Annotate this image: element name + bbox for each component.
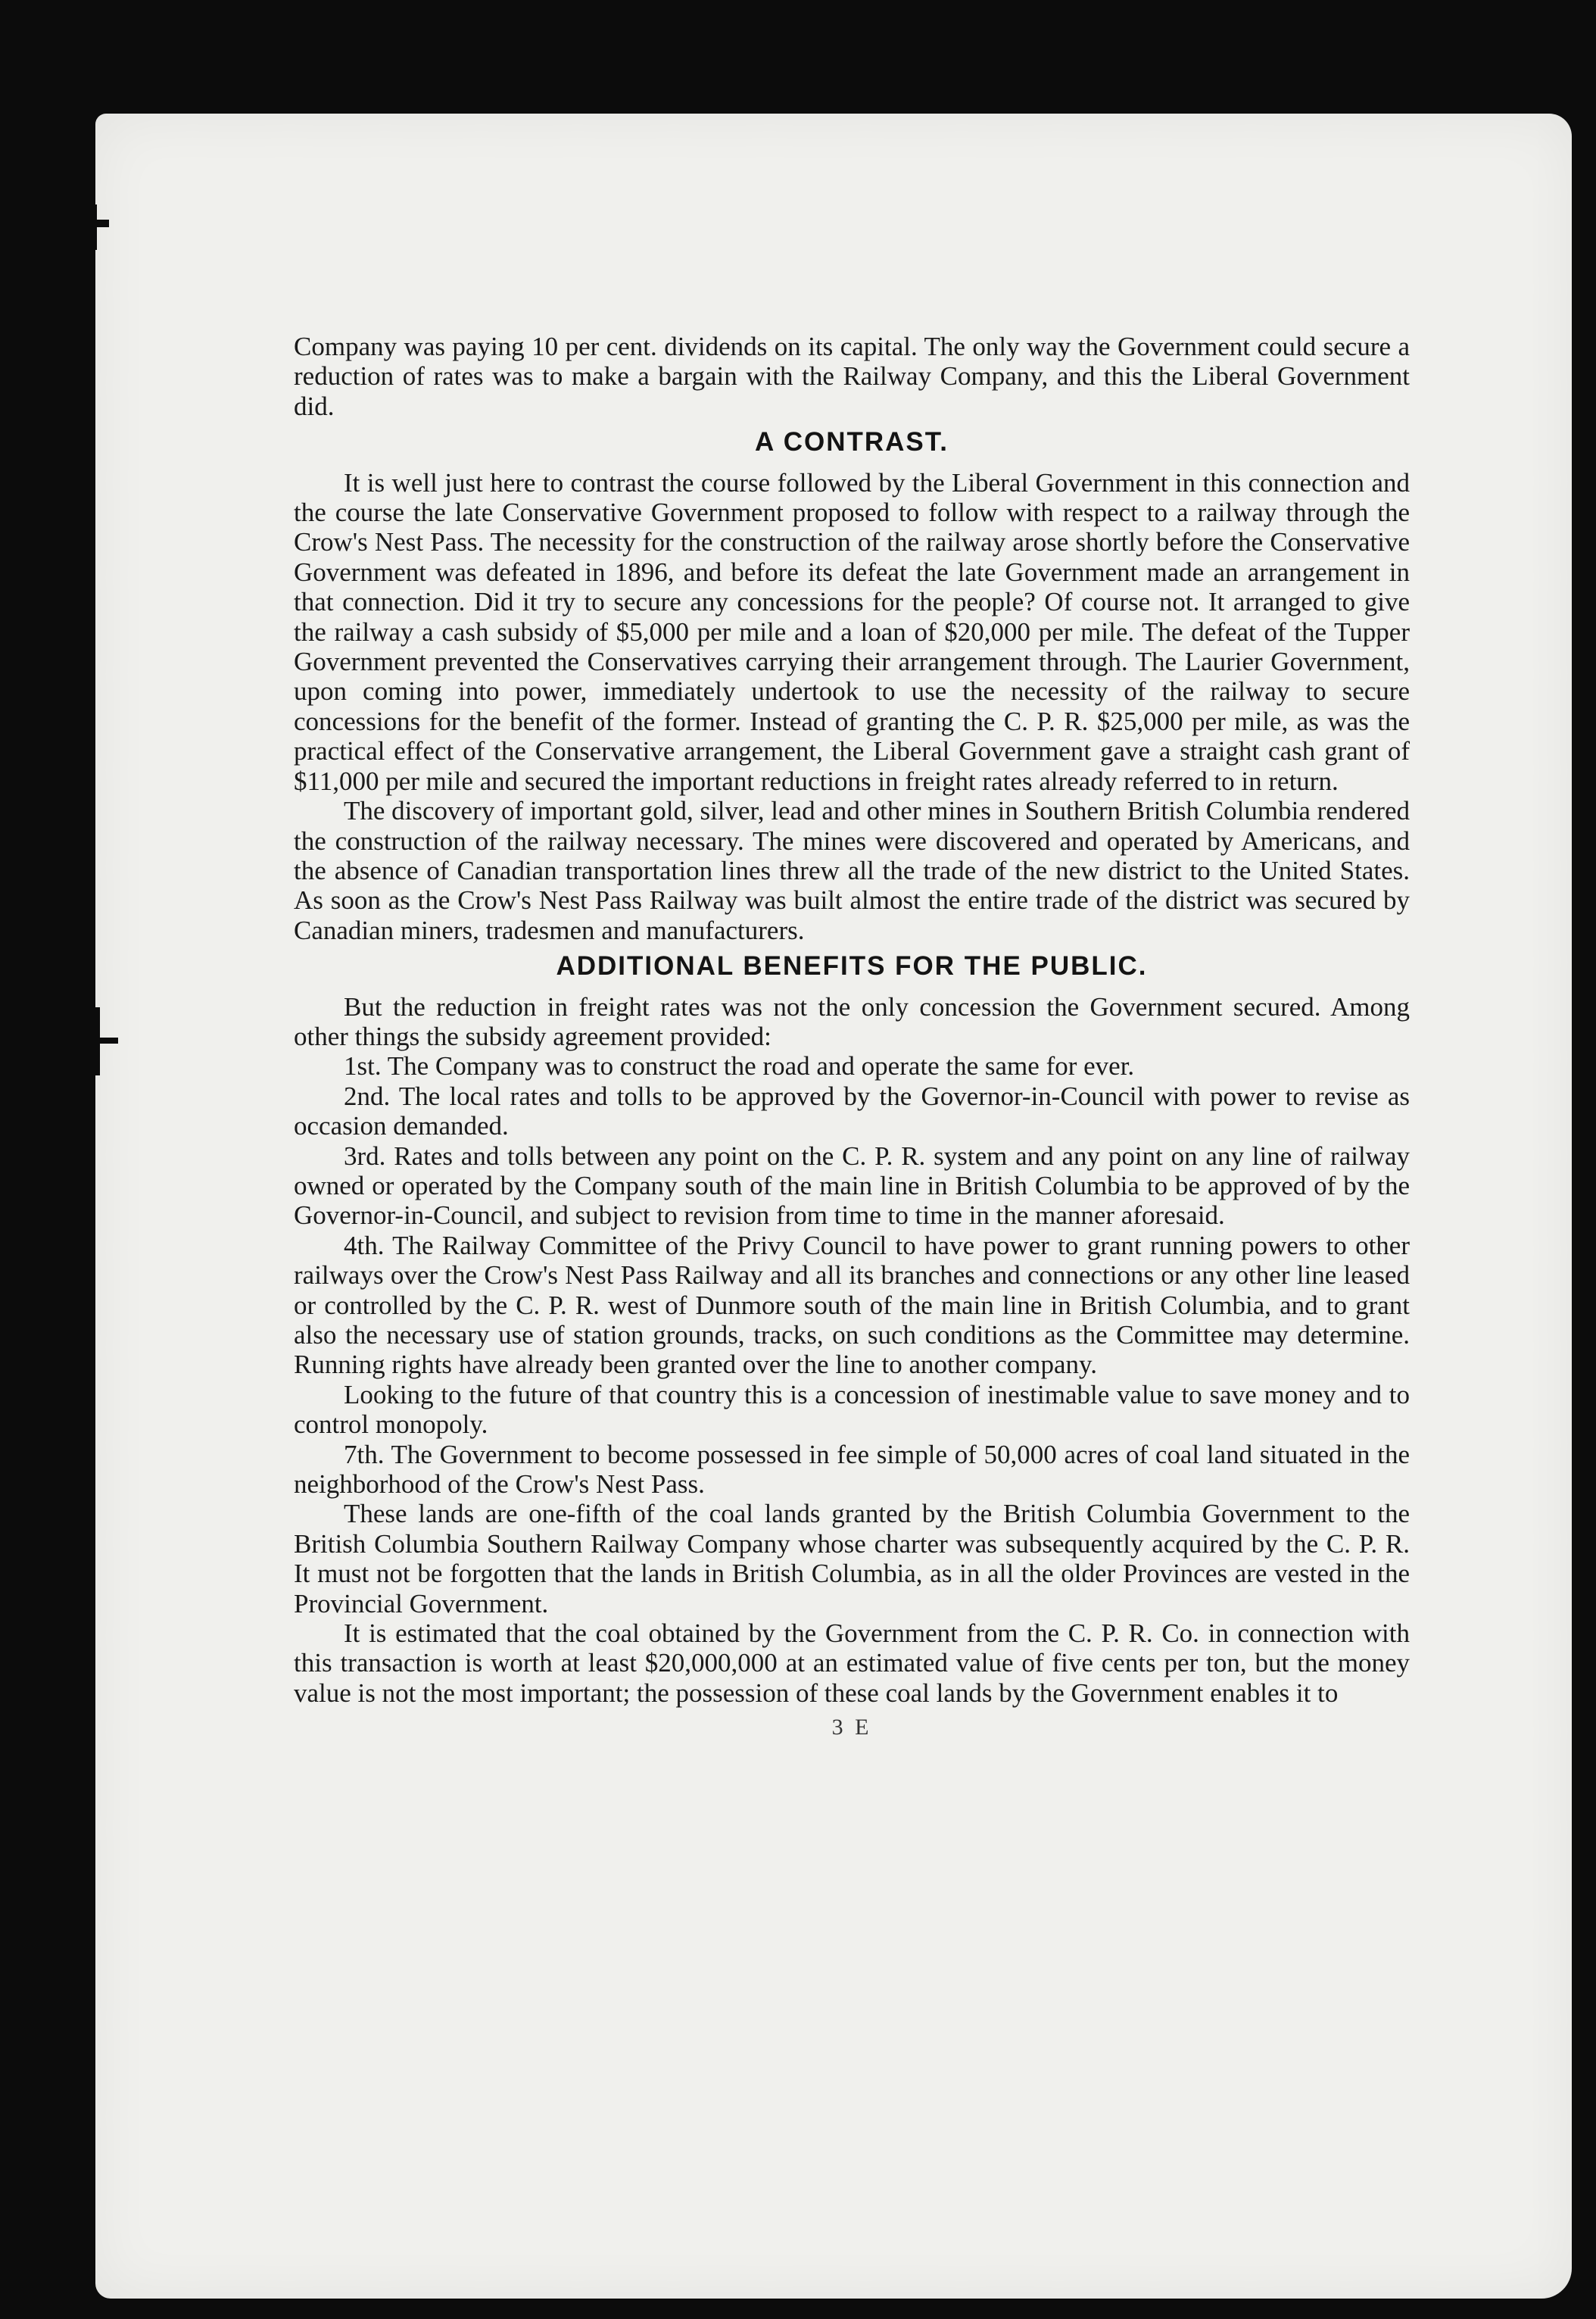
paragraph: It is well just here to contrast the course followed by the Liberal Government in this connection and the course the late Conservative Government proposed to follow with respect to a railway through the Crow's Nest Pass. The necessity for the construction of the railway arose shortly before the Conservative Government was defeated in 1896, and before its defeat the late Government made an arrangement in that connection. Did it try to secure any concessions for the people? Of course not. It arranged to give the railway a cash subsidy of $5,000 per mile and a loan of $20,000 per mile. The defeat of the Tupper Government prevented the Conservatives carrying their arrangement through. The Laurier Government, upon coming into power, immediately undertook to use the necessity of the railway to secure concessions for the benefit of the former. Instead of granting the C. P. R. $25,000 per mile, as was the practical effect of the Conservative arrangement, the Liberal Government gave a straight cash grant of $11,000 per mile and secured the important reductions in freight rates already referred to in return. <box>294 467 1410 796</box>
edge-mark <box>92 1007 100 1075</box>
list-item: 7th. The Government to become possessed in fee simple of 50,000 acres of coal land situated in the neighborhood of the Crow's Nest Pass. <box>294 1439 1410 1500</box>
paragraph: Company was paying 10 per cent. dividends on its capital. The only way the Government could secure a reduction of rates was to make a bargain with the Railway Company, and this the Liberal Government did. <box>294 332 1410 421</box>
heading-benefits: ADDITIONAL BENEFITS FOR THE PUBLIC. <box>556 951 1148 982</box>
list-item: 2nd. The local rates and tolls to be approved by the Governor-in-Council with power to revise as occasion demanded. <box>294 1081 1410 1141</box>
list-item: 1st. The Company was to construct the road and operate the same for ever. <box>344 1051 1135 1081</box>
paragraph: These lands are one-fifth of the coal lands granted by the British Columbia Government to the British Columbia Southern Railway Company whose charter was subsequently acquired by the C. P. R. It must not be forgotten that the lands in British Columbia, as in all the older Provinces are vested in the Provincial Government. <box>294 1499 1410 1618</box>
heading-contrast: A CONTRAST. <box>755 427 949 457</box>
paragraph: But the reduction in freight rates was not the only concession the Government secured. Among other things the subsidy agreement provided: <box>294 991 1410 1051</box>
page-number: 3 E <box>831 1715 872 1740</box>
list-item: 4th. The Railway Committee of the Privy Council to have power to grant running powers to other railways over the Crow's Nest Pass Railway and all its branches and connections or any other line leased or controlled by the C. P. R. west of Dunmore south of the main line in British Columbia, and to grant also the necessary use of station grounds, tracks, on such conditions as the Committee may determine. Running rights have already been granted over the line to another company. <box>294 1230 1410 1380</box>
list-item: 3rd. Rates and tolls between any point on the C. P. R. system and any point on any line of railway owned or operated by the Company south of the main line in British Columbia to be approved of by the Governor-in-Council, and subject to revision from time to time in the manner aforesaid. <box>294 1141 1410 1231</box>
paragraph: Looking to the future of that country this is a concession of inestimable value to save money and to control monopoly. <box>294 1379 1410 1440</box>
document-text <box>294 332 1410 1743</box>
paragraph: The discovery of important gold, silver, lead and other mines in Southern British Columbia rendered the construction of the railway necessary. The mines were discovered and operated by Americans, and the absence of Canadian transportation lines threw all the trade of the new district to the United States. As soon as the Crow's Nest Pass Railway was built almost the entire trade of the district was secured by Canadian miners, tradesmen and manufacturers. <box>294 796 1411 945</box>
paragraph: It is estimated that the coal obtained by the Government from the C. P. R. Co. in connection with this transaction is worth at least $20,000,000 at an estimated value of five cents per ton, but the money value is not the most important; the possession of these coal lands by the Government enables it to <box>294 1618 1410 1708</box>
edge-mark <box>89 204 97 250</box>
